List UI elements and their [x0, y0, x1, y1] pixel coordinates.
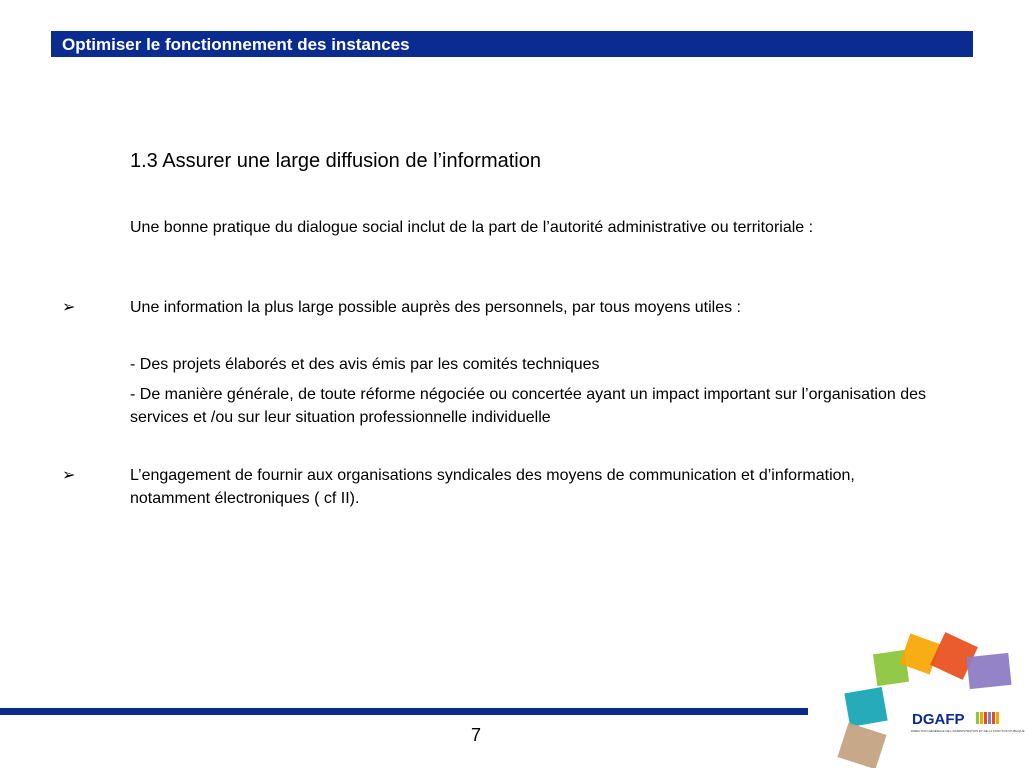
logo-square-teal [844, 687, 887, 727]
footer-divider [0, 708, 808, 715]
logo-square-purple [966, 653, 1011, 689]
dgafp-logo-text: DGAFP [912, 711, 965, 728]
page-number: 7 [470, 725, 481, 745]
slide-title: Optimiser le fonctionnement des instances [62, 35, 410, 54]
logo-square-tan [837, 723, 886, 768]
logo-bars [976, 712, 979, 724]
intro-paragraph: Une bonne pratique du dialogue social inclut de la part de l’autorité administrative ou territoriale : [130, 219, 814, 236]
sub-item-projets: - Des projets élaborés et des avis émis par les comités techniques [130, 356, 600, 373]
arrow-bullet-icon: ➢ [62, 467, 76, 484]
dgafp-logo-squares-icon [820, 620, 1025, 768]
section-heading: 1.3 Assurer une large diffusion de l’information [130, 150, 541, 172]
arrow-bullet-icon: ➢ [62, 299, 76, 316]
dgafp-logo-subtitle: DIRECTION GÉNÉRALE DE L’ADMINISTRATION ET DE LA FONCTION PUBLIQUE [911, 729, 1025, 733]
title-bar [51, 31, 973, 57]
bullet-item-information: Une information la plus large possible auprès des personnels, par tous moyens utiles : [130, 299, 741, 316]
bullet-item-engagement: L’engagement de fournir aux organisations syndicales des moyens de communication et d’information, notamment électroniques ( cf II). [130, 467, 855, 507]
sub-item-reforme: - De manière générale, de toute réforme négociée ou concertée ayant un impact important sur l’organisation des services et /ou sur leur situation professionnelle individuelle [130, 386, 927, 426]
